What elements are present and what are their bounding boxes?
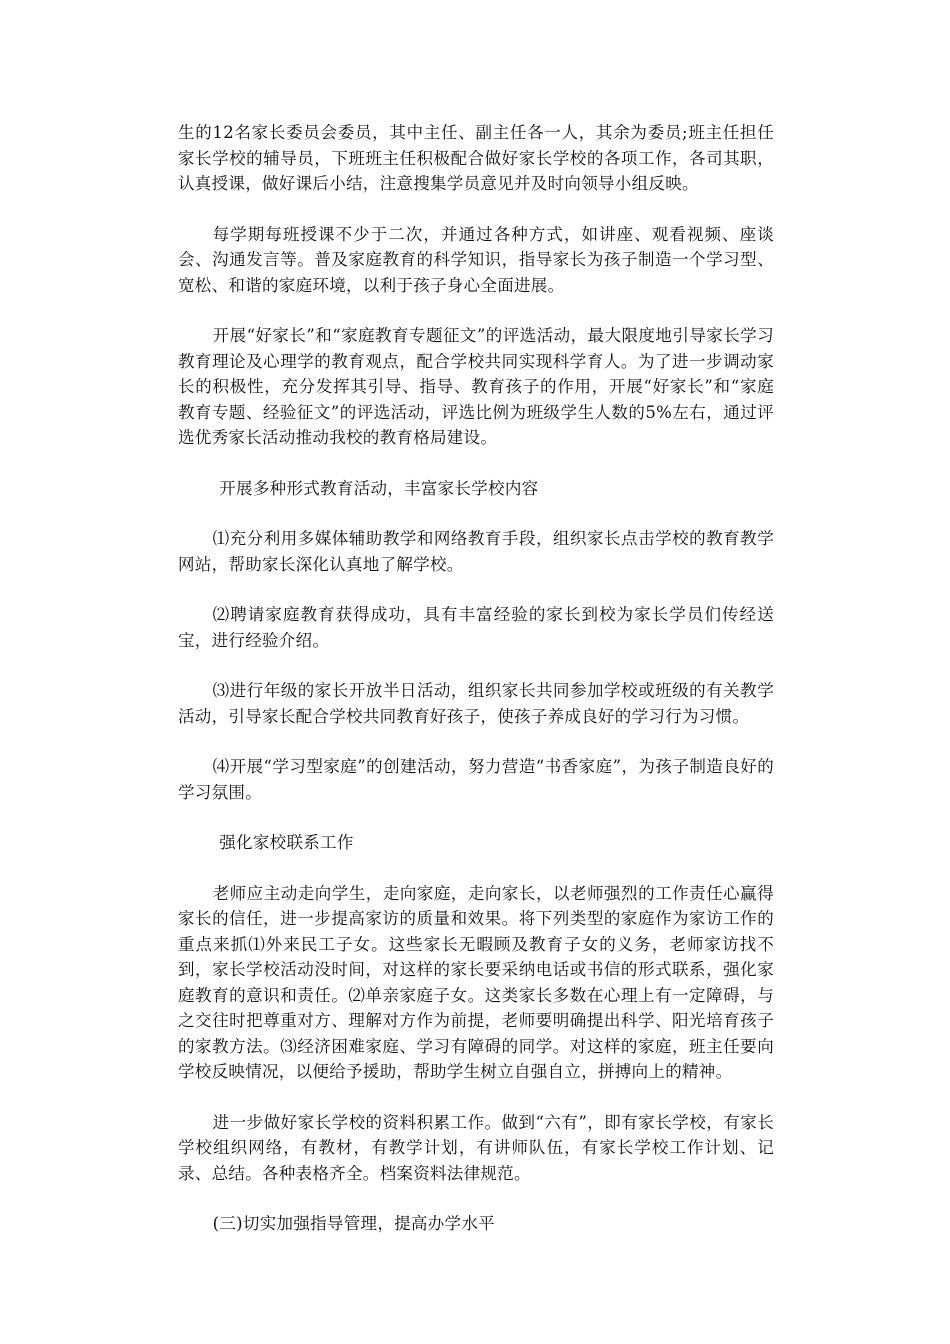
list-item-open-day: ⑶进行年级的家长开放半日活动，组织家长共同参加学校或班级的有关教学活动，引导家长配合学校共同教育好孩子，使孩子养成良好的学习行为习惯。 — [178, 681, 774, 726]
paragraph-records: 进一步做好家长学校的资料积累工作。做到“六有”，即有家长学校，有家长学校组织网络，有教材，有教学计划，有讲师队伍，有家长学校工作计划、记录、总结。各种表格齐全。档案资料法律规范。 — [178, 1112, 774, 1183]
section-heading-management: (三)切实加强指导管理，提高办学水平 — [212, 1214, 495, 1233]
list-item-experience-sharing: ⑵聘请家庭教育获得成功，具有丰富经验的家长到校为家长学员们传经送宝，进行经验介绍。 — [178, 605, 774, 650]
paragraph-teaching-frequency: 每学期每班授课不少于二次，并通过各种方式，如讲座、观看视频、座谈会、沟通发言等。普及家庭教育的科学知识，指导家长为孩子制造一个学习型、宽松、和谐的家庭环境，以利于孩子身心全面进展。 — [178, 224, 774, 295]
list-item-learning-family: ⑷开展“学习型家庭”的创建活动，努力营造“书香家庭”，为孩子制造良好的学习氛围。 — [178, 757, 774, 802]
paragraph-home-visits: 老师应主动走向学生，走向家庭，走向家长，以老师强烈的工作责任心赢得家长的信任，进一步提高家访的质量和效果。将下列类型的家庭作为家访工作的重点来抓⑴外来民工子女。这些家长无暇顾及教育子女的义务，老师家访找不到，家长学校活动没时间，对这样的家长要采纳电话或书信的形式联系，强化家庭教育的意识和责任。⑵单亲家庭子女。这类家长多数在心理上有一定障碍，与之交往时把尊重对方、理解对方作为前提，老师要明确提出科学、阳光培育孩子的家教方法。⑶经济困难家庭、学习有障碍的同学。对这样的家庭，班主任要向学校反映情况，以便给予援助，帮助学生树立自强自立，拼搏向上的精神。 — [178, 883, 774, 1081]
section-heading-activities: 开展多种形式教育活动，丰富家长学校内容 — [219, 478, 539, 498]
paragraph-good-parent-selection: 开展“好家长”和“家庭教育专题征文”的评选活动，最大限度地引导家长学习教育理论及心理学的教育观点，配合学校共同实现科学育人。为了进一步调动家长的积极性，充分发挥其引导、指导、教育孩子的作用，开展“好家长”和“家庭教育专题、经验征文”的评选活动，评选比例为班级学生人数的5%左右，通过评选优秀家长活动推动我校的教育格局建设。 — [178, 326, 774, 447]
paragraph-committee: 生的12名家长委员会委员，其中主任、副主任各一人，其余为委员;班主任担任家长学校的辅导员，下班班主任积极配合做好家长学校的各项工作，各司其职，认真授课，做好课后小结，注意搜集学员意见并及时向领导小组反映。 — [178, 123, 774, 193]
list-item-multimedia: ⑴充分利用多媒体辅助教学和网络教育手段，组织家长点击学校的教育教学网站，帮助家长深化认真地了解学校。 — [178, 529, 774, 574]
document-body — [178, 120, 774, 1262]
section-heading-home-school: 强化家校联系工作 — [219, 833, 354, 852]
